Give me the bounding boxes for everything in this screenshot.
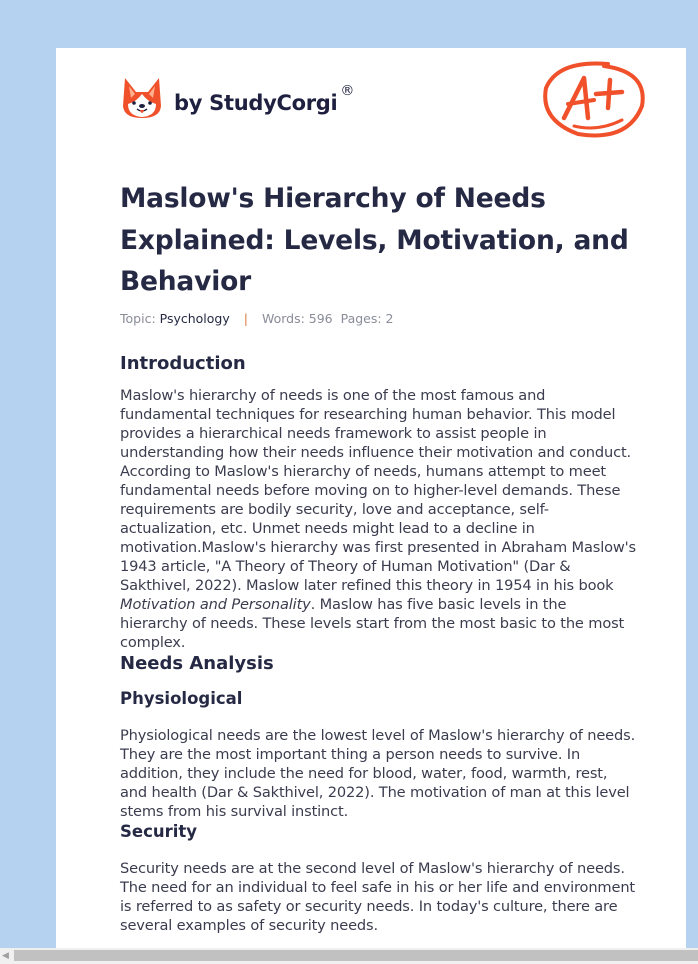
- scrollbar-thumb[interactable]: [14, 950, 698, 961]
- a-plus-grade-icon: [538, 58, 648, 140]
- heading-needs-analysis: Needs Analysis: [120, 653, 274, 674]
- paragraph-physiological: Physiological needs are the lowest level of Maslow's hierarchy of needs. They are the most important thing a person needs to survive. In addition, they include the need for blood, water, food, warmth, rest, and health (Dar & Sakthivel, 2022). The motivation of man at this level stems from his survival instinct.: [120, 727, 636, 820]
- scroll-left-arrow-icon[interactable]: ◀: [2, 951, 9, 961]
- topic-label: Topic:: [120, 311, 156, 326]
- page-count: Pages: 2: [340, 311, 394, 326]
- article-meta: [120, 311, 394, 326]
- book-title: Motivation and Personality: [120, 596, 311, 613]
- corgi-logo-icon: [122, 76, 162, 120]
- paragraph-introduction: Maslow's hierarchy of needs is one of the most famous and fundamental techniques for researching human behavior. This model provides a hierarchical needs framework to assist people in understanding how their needs influence their motivation and conduct. According to Maslow's hierarchy of needs, humans attempt to meet fundamental needs before moving on to higher-level demands. These requirements are bodily security, love and acceptance, self-actualization, etc. Unmet needs might lead to a decline in motivation.Maslow's hierarchy was first presented in Abraham Maslow's 1943 article, "A Theory of Theory of Human Motivation" (Dar & Sakthivel, 2022). Maslow later refined this theory in 1954 in his book Motivation and Personality. Maslow has five basic levels in the hierarchy of needs. These levels start from the most basic to the most complex.: [120, 387, 636, 651]
- paragraph-security: Security needs are at the second level of Maslow's hierarchy of needs. The need for an individual to feel safe in his or her life and environment is referred to as safety or security needs. In today's culture, there are several examples of security needs.: [120, 860, 635, 934]
- topic-link[interactable]: Psychology: [159, 311, 230, 326]
- heading-introduction: Introduction: [120, 353, 246, 374]
- brand-name: by StudyCorgi ®: [174, 83, 355, 115]
- article-body: [120, 352, 636, 935]
- heading-physiological: Physiological: [120, 689, 243, 708]
- document-page: [56, 48, 686, 948]
- article-title: Maslow's Hierarchy of Needs Explained: Levels, Motivation, and Behavior: [120, 183, 629, 297]
- studycorgi-logo[interactable]: [122, 76, 354, 120]
- registered-mark: ®: [340, 83, 355, 99]
- heading-security: Security: [120, 822, 198, 841]
- word-count: Words: 596: [261, 311, 333, 326]
- meta-separator: |: [243, 311, 248, 326]
- horizontal-scrollbar[interactable]: [0, 948, 698, 964]
